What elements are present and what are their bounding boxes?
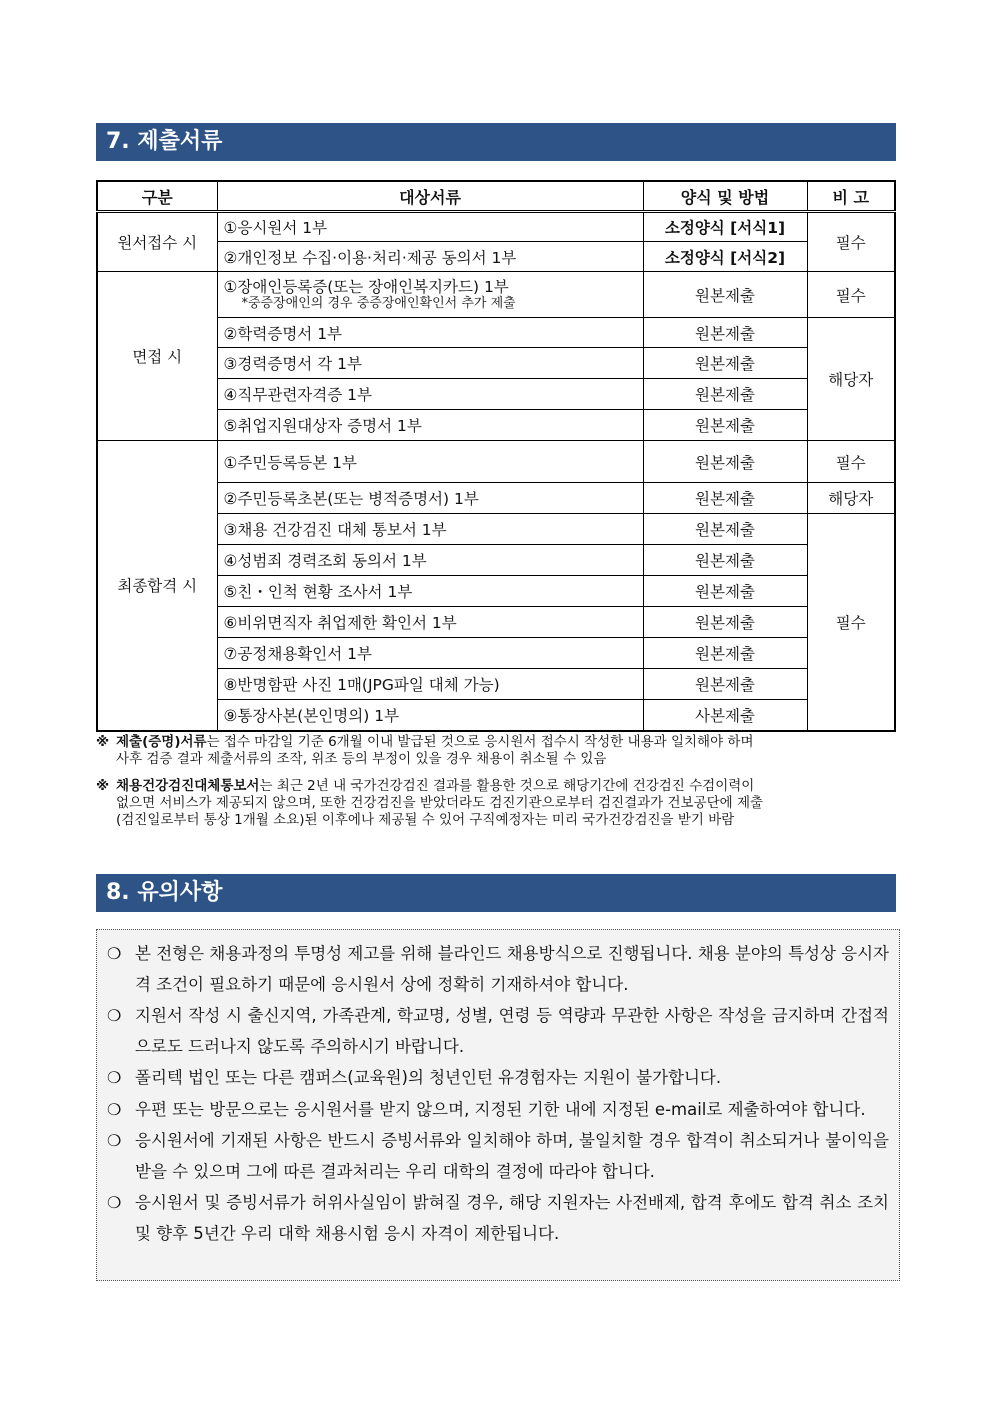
- section-7-header: 7. 제출서류: [96, 123, 896, 161]
- method-cell: 소정양식 [서식1]: [643, 212, 807, 242]
- document-subnote: *중증장애인의 경우 중증장애인확인서 추가 제출: [241, 296, 516, 311]
- notice-box: [96, 929, 900, 1281]
- method-cell: 원본제출: [643, 669, 807, 700]
- method-cell: 원본제출: [643, 545, 807, 576]
- category-interview: 면접 시: [97, 272, 217, 441]
- document-cell: ②개인정보 수집·이용·처리·제공 동의서 1부: [217, 242, 643, 272]
- method-cell: 원본제출: [643, 410, 807, 441]
- document-cell: ④성범죄 경력조회 동의서 1부: [217, 545, 643, 576]
- table-row: [97, 348, 895, 379]
- document-cell: ⑨통장사본(본인명의) 1부: [217, 700, 643, 731]
- method-cell: 원본제출: [643, 318, 807, 348]
- document-cell: ③채용 건강검진 대체 통보서 1부: [217, 514, 643, 545]
- footnote-mark: ※: [96, 778, 110, 794]
- method-cell: 원본제출: [643, 272, 807, 318]
- notice-text: 우편 또는 방문으로는 응시원서를 받지 않으며, 지정된 기한 내에 지정된 e-mail로 제출하여야 합니다.: [135, 1099, 866, 1119]
- list-item: [107, 1188, 889, 1249]
- notice-text: 본 전형은 채용과정의 투명성 제고를 위해 블라인드 채용방식으로 진행됩니다. 채용 분야의 특성상 응시자격 조건이 필요하기 때문에 응시원서 상에 정확히 기재하셔야 합니다.: [135, 944, 889, 994]
- document-cell: ⑤취업지원대상자 증명서 1부: [217, 410, 643, 441]
- footnote-mark: ※: [96, 734, 110, 750]
- circle-bullet-icon: ❍: [107, 944, 122, 963]
- table-row: [97, 379, 895, 410]
- table-row: [97, 700, 895, 731]
- table-row: [97, 242, 895, 272]
- method-cell: 원본제출: [643, 483, 807, 514]
- notice-text: 응시원서에 기재된 사항은 반드시 증빙서류와 일치해야 하며, 불일치할 경우 합격이 취소되거나 불이익을 받을 수 있으며 그에 따른 결과처리는 우리 대학의 결정에 따라야 합니다.: [135, 1131, 889, 1181]
- category-application: 원서접수 시: [97, 212, 217, 272]
- document-cell: ②학력증명서 1부: [217, 318, 643, 348]
- footnote-health-check: [96, 778, 898, 829]
- document-cell: ②주민등록초본(또는 병적증명서) 1부: [217, 483, 643, 514]
- table-row: [97, 514, 895, 545]
- method-cell: 원본제출: [643, 576, 807, 607]
- list-item: [107, 1126, 889, 1187]
- table-row: [97, 607, 895, 638]
- method-cell: 원본제출: [643, 607, 807, 638]
- method-cell: 원본제출: [643, 441, 807, 483]
- header-document: 대상서류: [217, 181, 643, 212]
- document-cell: ④직무관련자격증 1부: [217, 379, 643, 410]
- table-row: [97, 545, 895, 576]
- note-cell: 해당자: [807, 318, 895, 441]
- document-cell: ⑤친・인척 현황 조사서 1부: [217, 576, 643, 607]
- header-category: 구분: [97, 181, 217, 212]
- circle-bullet-icon: ❍: [107, 1193, 122, 1212]
- list-item: [107, 1063, 889, 1094]
- section-8-header: 8. 유의사항: [96, 874, 896, 912]
- footnote-text: 는 최근 2년 내 국가건강검진 결과를 활용한 것으로 해당기간에 건강검진 수검이력이: [259, 778, 755, 794]
- table-row: [97, 212, 895, 242]
- note-cell: 필수: [807, 272, 895, 318]
- table-row: [97, 576, 895, 607]
- document-cell: ①주민등록등본 1부: [217, 441, 643, 483]
- circle-bullet-icon: ❍: [107, 1099, 122, 1119]
- list-item: [107, 939, 889, 1000]
- footnote-bold: 제출(증명)서류: [116, 734, 207, 750]
- category-final: 최종합격 시: [97, 441, 217, 731]
- table-row: [97, 669, 895, 700]
- note-cell: 필수: [807, 212, 895, 272]
- circle-bullet-icon: ❍: [107, 1068, 122, 1087]
- list-item: [107, 1095, 889, 1126]
- document-cell: ⑧반명함판 사진 1매(JPG파일 대체 가능): [217, 669, 643, 700]
- footnote-bold: 채용건강검진대체통보서: [116, 778, 260, 794]
- document-cell: ⑦공정채용확인서 1부: [217, 638, 643, 669]
- method-cell: 원본제출: [643, 348, 807, 379]
- document-cell: ①응시원서 1부: [217, 212, 643, 242]
- document-cell: ③경력증명서 각 1부: [217, 348, 643, 379]
- note-cell: 해당자: [807, 483, 895, 514]
- table-row: [97, 318, 895, 348]
- circle-bullet-icon: ❍: [107, 1006, 122, 1025]
- table-row: [97, 272, 895, 318]
- document-text: ①장애인등록증(또는 장애인복지카드) 1부: [223, 278, 509, 296]
- table-row: [97, 410, 895, 441]
- notice-text: 폴리텍 법인 또는 다른 캠퍼스(교육원)의 청년인턴 유경험자는 지원이 불가합니다.: [135, 1068, 722, 1087]
- note-cell: 필수: [807, 514, 895, 731]
- header-method: 양식 및 방법: [643, 181, 807, 212]
- notice-text: 지원서 작성 시 출신지역, 가족관계, 학교명, 성별, 연령 등 역량과 무관한 사항은 작성을 금지하며 간접적으로도 드러나지 않도록 주의하시기 바랍니다.: [135, 1006, 889, 1056]
- method-cell: 사본제출: [643, 700, 807, 731]
- footnote-text: 는 접수 마감일 기준 6개월 이내 발급된 것으로 응시원서 접수시 작성한 내용과 일치해야 하며: [206, 734, 754, 750]
- document-cell: [217, 272, 643, 318]
- table-row: [97, 441, 895, 483]
- method-cell: 원본제출: [643, 379, 807, 410]
- document-cell: ⑥비위면직자 취업제한 확인서 1부: [217, 607, 643, 638]
- documents-table: [96, 180, 896, 732]
- note-cell: 필수: [807, 441, 895, 483]
- table-row: [97, 638, 895, 669]
- method-cell: 원본제출: [643, 638, 807, 669]
- footnote-documents: [96, 734, 898, 768]
- method-cell: 원본제출: [643, 514, 807, 545]
- notice-text: 응시원서 및 증빙서류가 허위사실임이 밝혀질 경우, 해당 지원자는 사전배제, 합격 후에도 합격 취소 조치 및 향후 5년간 우리 대학 채용시험 응시 자격이 제한됩니다.: [135, 1193, 889, 1243]
- footnote-text: 사후 검증 결과 제출서류의 조작, 위조 등의 부정이 있을 경우 채용이 취소될 수 있음: [116, 751, 607, 767]
- footnote-text: (검진일로부터 통상 1개월 소요)된 이후에나 제공될 수 있어 구직예정자는 미리 국가건강검진을 받기 바람: [116, 812, 735, 828]
- table-header-row: [97, 181, 895, 212]
- footnote-text: 없으면 서비스가 제공되지 않으며, 또한 건강검진을 받았더라도 검진기관으로부터 검진결과가 건보공단에 제출: [116, 795, 764, 811]
- method-cell: 소정양식 [서식2]: [643, 242, 807, 272]
- header-note: 비 고: [807, 181, 895, 212]
- table-row: [97, 483, 895, 514]
- circle-bullet-icon: ❍: [107, 1131, 122, 1150]
- list-item: [107, 1001, 889, 1062]
